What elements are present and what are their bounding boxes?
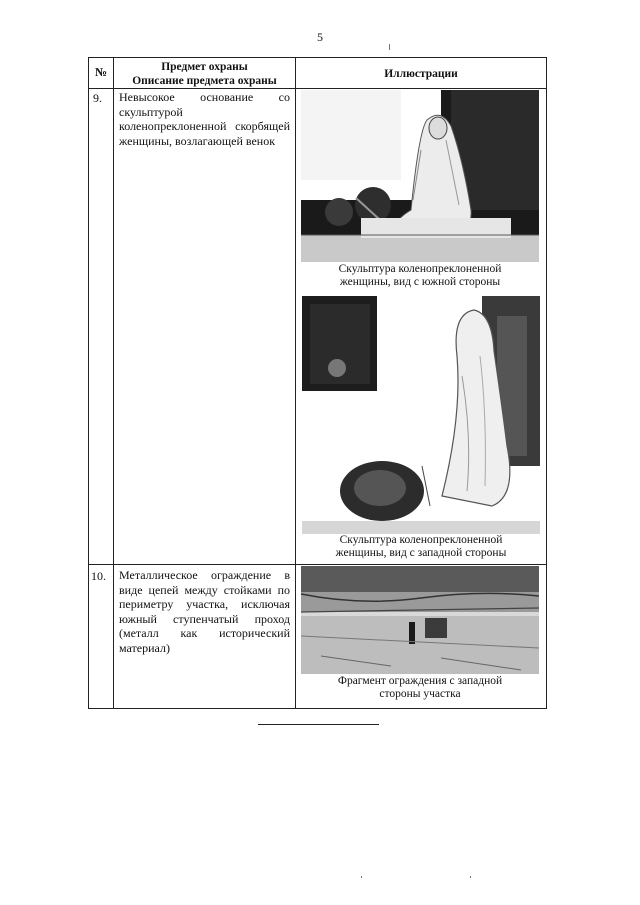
table-rule xyxy=(88,708,547,709)
scan-speck xyxy=(389,44,390,50)
photo-caption: Фрагмент ограждения с западной стороны участка xyxy=(337,675,503,700)
photo-caption: Скульптура коленопреклоненной женщины, вид с южной стороны xyxy=(338,263,502,288)
table-rule xyxy=(88,57,89,709)
scan-speck xyxy=(470,876,471,878)
table-rule xyxy=(88,564,547,565)
row-description: Металлическое ограждение в виде цепей между стойками по периметру участка, исключая южный ступенчатый проход (металл как исторический материал) xyxy=(119,568,290,655)
header-subject xyxy=(114,59,295,88)
row-number: 10. xyxy=(91,569,106,583)
page-number: 5 xyxy=(317,30,323,44)
header-subject-description: Описание предмета охраны xyxy=(132,75,277,87)
fence-west-photo xyxy=(301,566,539,674)
table-rule xyxy=(546,57,547,709)
table-rule xyxy=(88,57,547,58)
footer-rule xyxy=(258,724,379,725)
sculpture-photo-icon xyxy=(301,90,539,262)
sculpture-photo-icon xyxy=(302,296,540,534)
table-rule xyxy=(88,88,547,89)
scan-speck xyxy=(361,876,362,878)
header-subject-title: Предмет охраны xyxy=(161,61,248,73)
sculpture-west-photo xyxy=(302,296,540,534)
row-number: 9. xyxy=(93,91,102,105)
table-rule xyxy=(113,57,114,709)
fence-photo-icon xyxy=(301,566,539,674)
header-num: № xyxy=(94,65,108,79)
sculpture-south-photo xyxy=(301,90,539,262)
photo-caption: Скульптура коленопреклоненной женщины, вид с западной стороны xyxy=(335,534,507,559)
table-rule xyxy=(295,57,296,709)
row-description: Невысокое основание со скульптурой коленопреклоненной скорбящей женщины, возлагающей венок xyxy=(119,90,290,148)
header-illustrations: Иллюстрации xyxy=(384,68,458,80)
